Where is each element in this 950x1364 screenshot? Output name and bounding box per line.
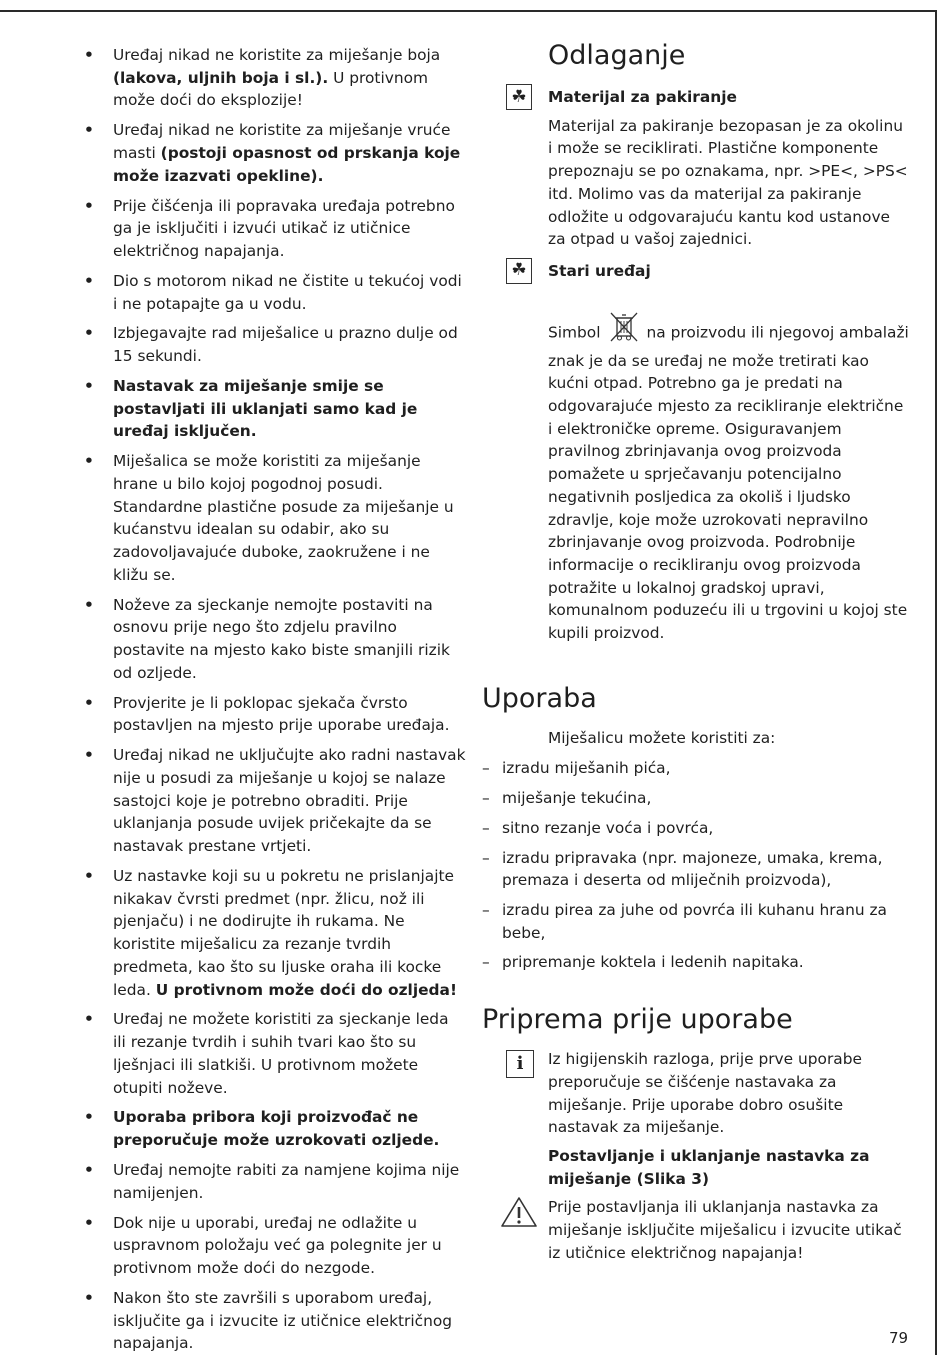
old-device-description: na proizvodu ili njegovoj ambalaži znak je da se uređaj ne može tretirati kao kućni otpad. Potrebno ga je predati na odgovarajuće mjesto za recikliranje električne i elektroničke opreme. Osiguravanjem pravilnog zbrinjavanja ovog proizvoda pomažete u sprječavanju potencijalno negativnih posljedica za okoliš i ljudsko zdravlje, koje može uzrokovati nepravilno zbrinjavanje ovog proizvoda. Podrobnije informacije o recikliranju ovog proizvoda potražite u lokalnoj gradskoj upravi, komunalnom poduzeću ili u trgovini u kojoj ste kupili proizvod.: [548, 323, 909, 643]
list-item: [482, 951, 912, 974]
list-item: [84, 119, 466, 187]
packaging-heading: Materijal za pakiranje: [548, 88, 737, 106]
list-item: [84, 270, 466, 315]
section-title-odlaganje: Odlaganje: [548, 40, 686, 71]
list-item-text: pripremanje koktela i ledenih napitaka.: [502, 953, 804, 972]
list-item: [84, 1159, 466, 1204]
bullet: •: [84, 1010, 94, 1029]
warning-icon: [500, 1196, 538, 1228]
list-item-text: sitno rezanje voća i povrća,: [502, 818, 714, 837]
page-frame-top: [0, 10, 937, 12]
list-item: [84, 1106, 466, 1151]
old-device-text: [548, 316, 912, 645]
list-item-text: Noževe za sjeckanje nemojte postaviti na osnovu prije nego što zdjelu pravilno postavite na mjesto kako biste smanjili rizik od ozljede.: [113, 595, 450, 682]
bullet: •: [84, 121, 94, 140]
list-item: [482, 787, 912, 810]
list-item-text: Izbjegavajte rad miješalice u prazno dulje od 15 sekundi.: [113, 324, 458, 366]
section-title-priprema: Priprema prije uporabe: [482, 1004, 793, 1036]
clover-recycling-icon: ☘: [506, 84, 532, 110]
dash-marker: –: [482, 759, 490, 778]
list-item-text: izradu pripravaka (npr. majoneze, umaka, krema, premaza i deserta od mliječnih proizvoda),: [502, 848, 883, 890]
old-device-block: [482, 260, 912, 645]
list-item: [84, 1212, 466, 1280]
bullet: •: [84, 693, 94, 712]
page-number: 79: [889, 1329, 909, 1347]
list-item: [84, 1287, 466, 1355]
warning-block: [482, 1196, 912, 1264]
list-item: [84, 44, 466, 112]
uporaba-list: [482, 757, 912, 974]
list-item: [84, 1008, 466, 1099]
list-item: [84, 322, 466, 367]
dash-marker: –: [482, 818, 490, 837]
list-item: [482, 847, 912, 892]
bullet: •: [84, 595, 94, 614]
dash-marker: –: [482, 789, 490, 808]
list-item-text: (lakova, uljnih boja i sl.).: [113, 68, 329, 87]
section-title-uporaba: Uporaba: [482, 682, 597, 714]
list-item-text: Uređaj ne možete koristiti za sjeckanje leda ili rezanje tvrdih i suhih tvari kao što su lješnjaci ili slatkiši. U protivnom možete otupiti noževe.: [113, 1010, 449, 1097]
list-item-text: Uređaj nikad ne koristite za miješanje vruće masti: [113, 121, 451, 162]
bullet: •: [84, 271, 94, 290]
safety-list: [84, 44, 466, 1355]
list-item-text: Prije čišćenja ili popravaka uređaja potrebno ga je isključiti i izvući utikač iz utičnice električnog napajanja.: [113, 196, 455, 260]
list-item-text: Nastavak za miješanje smije se postavljati ili uklanjati samo kad je uređaj isključen.: [113, 377, 418, 441]
bullet: •: [84, 867, 94, 886]
bullet: •: [84, 1288, 94, 1307]
list-item-text: Uređaj nikad ne uključujte ako radni nastavak nije u posudi za miješanje u kojoj se nalaze sastojci koje je potrebno obraditi. Prije uklanjanja posude uvijek pričekajte da se nastavak prestane vrtjeti.: [113, 746, 466, 856]
dash-marker: –: [482, 900, 490, 919]
list-item: [84, 865, 466, 1001]
old-device-heading: Stari uređaj: [548, 261, 651, 280]
list-item: [482, 899, 912, 944]
dash-marker: –: [482, 953, 490, 972]
list-item-text: U protivnom može doći do ozljeda!: [155, 980, 457, 999]
list-item: [84, 450, 466, 586]
dash-marker: –: [482, 848, 490, 867]
list-item-text: miješanje tekućina,: [502, 789, 652, 808]
list-item-text: (postoji opasnost od prskanja koje može izazvati opekline).: [113, 144, 461, 185]
right-column: [482, 40, 912, 1264]
bullet: •: [84, 452, 94, 471]
info-icon: i: [506, 1050, 534, 1078]
list-item: [84, 744, 466, 858]
bullet: •: [84, 1161, 94, 1180]
list-item-text: Nakon što ste završili s uporabom uređaj, isključite ga i izvucite iz utičnice električnog napajanja.: [113, 1288, 453, 1353]
list-item-text: Uređaj nikad ne koristite za miješanje boja: [113, 46, 441, 64]
list-item: [482, 817, 912, 840]
packaging-text: Materijal za pakiranje bezopasan je za okolinu i može se reciklirati. Plastične komponente prepoznaju se po oznakama, npr. >PE<, >PS< itd. Molimo vas da materijal za pakiranje odložite u odgovarajuću kantu kod ustanove za otpad u vašoj zajednici.: [548, 116, 908, 249]
list-item-text: U protivnom može doći do eksplozije!: [113, 68, 428, 110]
bullet: •: [84, 324, 94, 343]
crossed-bin-icon: [607, 310, 641, 344]
list-item: [84, 692, 466, 737]
list-item-text: Uporaba pribora koji proizvođač ne preporučuje može uzrokovati ozljede.: [113, 1108, 440, 1150]
list-item: [482, 757, 912, 780]
bullet: •: [84, 746, 94, 765]
clover-recycling-icon: ☘: [506, 258, 532, 284]
list-item-text: izradu pirea za juhe od povrća ili kuhanu hranu za bebe,: [502, 900, 887, 942]
bullet: •: [84, 46, 94, 64]
bullet: •: [84, 377, 94, 396]
page-frame-right: [935, 10, 937, 1355]
safety-list-column: [84, 44, 466, 1362]
list-item-text: Miješalica se može koristiti za miješanje hrane u bilo kojoj pogodnoj posudi. Standardne plastične posude za miješanje u kućanstvu idealan su odabir, ako su zadovoljavajuće duboke, zaokružene i ne kližu se.: [113, 452, 454, 584]
list-item: [84, 375, 466, 443]
list-item-text: Uz nastavke koji su u pokretu ne prislanjajte nikakav čvrsti predmet (npr. žlicu, nož ili pjenjaču) i ne dodirujte ih rukama. Ne koristite miješalicu za rezanje tvrdih predmeta, kao što su ljuske oraha ili kocke leda.: [113, 867, 454, 999]
list-item-text: izradu miješanih pića,: [502, 759, 671, 778]
bullet: •: [84, 1108, 94, 1127]
list-item-text: Dio s motorom nikad ne čistite u tekućoj vodi i ne potapajte ga u vodu.: [113, 271, 462, 313]
packaging-block: [482, 86, 912, 251]
list-item: [84, 594, 466, 685]
list-item-text: Uređaj nemojte rabiti za namjene kojima nije namijenjen.: [113, 1161, 460, 1202]
list-item-text: Dok nije u uporabi, uređaj ne odlažite u uspravnom položaju već ga polegnite jer u protivnom može doći do nezgode.: [113, 1213, 442, 1278]
symbol-word: Simbol: [548, 323, 601, 342]
info-text: Iz higijenskih razloga, prije prve uporabe preporučuje se čišćenje nastavaka za miješanje. Prije uporabe dobro osušite nastavak za miješanje.: [548, 1050, 862, 1137]
list-item: [84, 195, 466, 263]
warning-text: Prije postavljanja ili uklanjanja nastavka za miješanje isključite miješalicu i izvucite utikač iz utičnice električnog napajanja!: [548, 1198, 902, 1262]
bullet: •: [84, 196, 94, 215]
bullet: •: [84, 1213, 94, 1232]
list-item-text: Provjerite je li poklopac sjekača čvrsto postavljen na mjesto prije uporabe uređaja.: [113, 693, 450, 735]
info-block: [482, 1048, 912, 1139]
mounting-heading: Postavljanje i uklanjanje nastavka za miješanje (Slika 3): [548, 1146, 870, 1188]
uporaba-intro: Miješalicu možete koristiti za:: [548, 728, 776, 747]
